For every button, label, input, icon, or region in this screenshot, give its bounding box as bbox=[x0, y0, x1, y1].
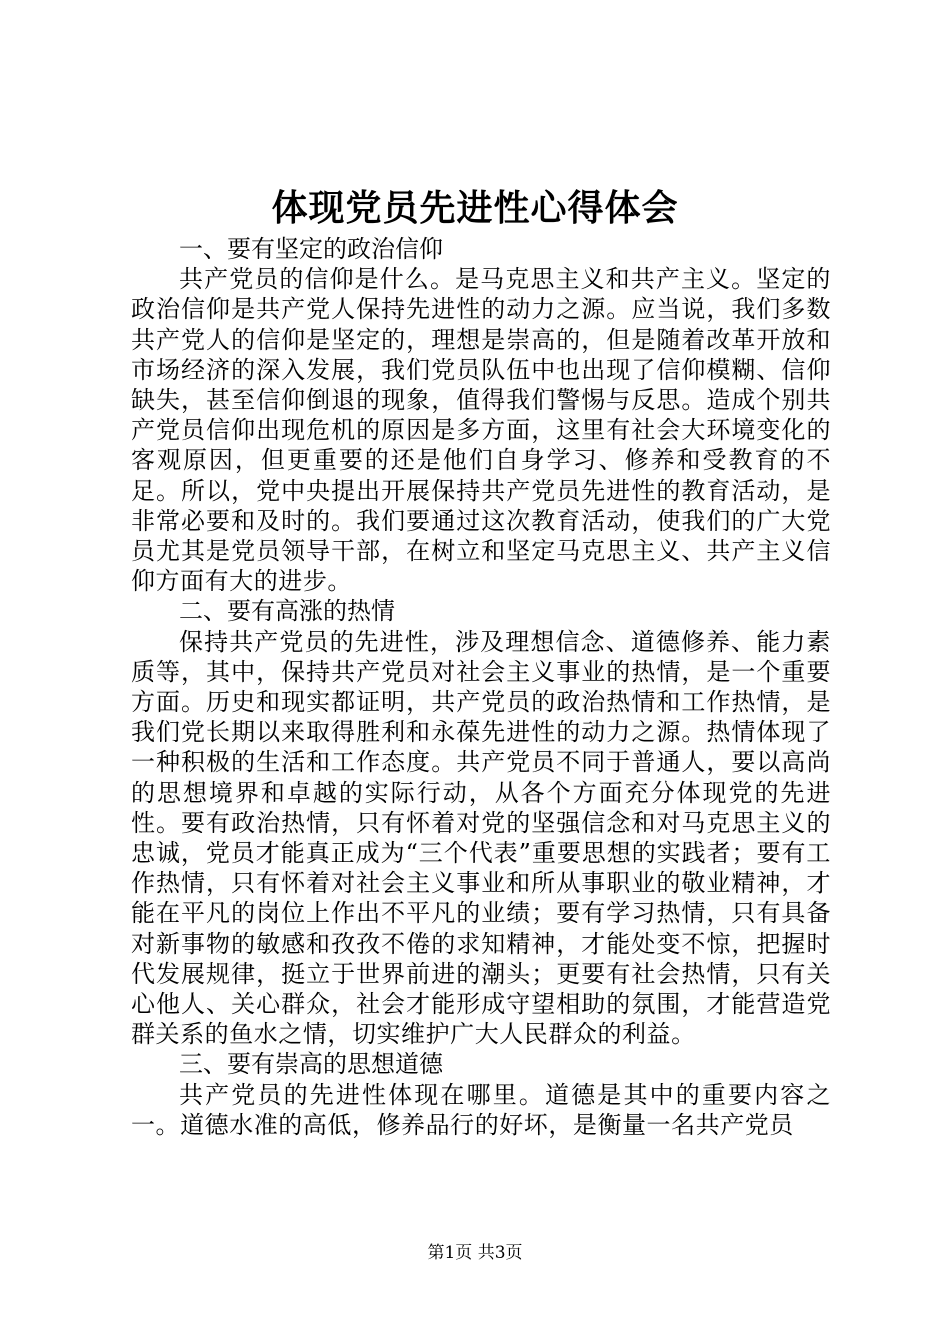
document-body bbox=[131, 234, 831, 1140]
body-paragraph-1: 共产党员的信仰是什么。是马克思主义和共产主义。坚定的政治信仰是共产党人保持先进性的动力之源。应当说，我们多数共产党人的信仰是坚定的，理想是崇高的，但是随着改革开放和市场经济的深入发展，我们党员队伍中也出现了信仰模糊、信仰缺失，甚至信仰倒退的现象，值得我们警惕与反思。造成个别共产党员信仰出现危机的原因是多方面，这里有社会大环境变化的客观原因，但更重要的还是他们自身学习、修养和受教育的不足。所以，党中央提出开展保持共产党员先进性的教育活动，是非常必要和及时的。我们要通过这次教育活动，使我们的广大党员尤其是党员领导干部，在树立和坚定马克思主义、共产主义信仰方面有大的进步。 bbox=[131, 265, 831, 596]
section-heading-1: 一、要有坚定的政治信仰 bbox=[179, 235, 443, 263]
body-paragraph-2: 保持共产党员的先进性，涉及理想信念、道德修养、能力素质等，其中，保持共产党员对社会主义事业的热情，是一个重要方面。历史和现实都证明，共产党员的政治热情和工作热情，是我们党长期以来取得胜利和永葆先进性的动力之源。热情体现了一种积极的生活和工作态度。共产党员不同于普通人，要以高尚的思想境界和卓越的实际行动，从各个方面充分体现党的先进性。要有政治热情，只有怀着对党的坚强信念和对马克思主义的忠诚，党员才能真正成为“三个代表”重要思想的实践者；要有工作热情，只有怀着对社会主义事业和所从事职业的敬业精神，才能在平凡的岗位上作出不平凡的业绩；要有学习热情，只有具备对新事物的敏感和孜孜不倦的求知精神，才能处变不惊，把握时代发展规律，挺立于世界前进的潮头；更要有社会热情，只有关心他人、关心群众，社会才能形成守望相助的氛围，才能营造党群关系的鱼水之情，切实维护广大人民群众的利益。 bbox=[131, 627, 831, 1049]
page-footer: 第1页 共3页 bbox=[427, 1243, 523, 1263]
document-title: 体现党员先进性心得体会 bbox=[271, 187, 679, 229]
section-heading-3: 三、要有崇高的思想道德 bbox=[179, 1050, 443, 1079]
section-heading-2: 二、要有高涨的热情 bbox=[179, 597, 395, 626]
body-paragraph-3: 共产党员的先进性体现在哪里。道德是其中的重要内容之一。道德水准的高低，修养品行的好坏，是衡量一名共产党员 bbox=[131, 1080, 831, 1139]
